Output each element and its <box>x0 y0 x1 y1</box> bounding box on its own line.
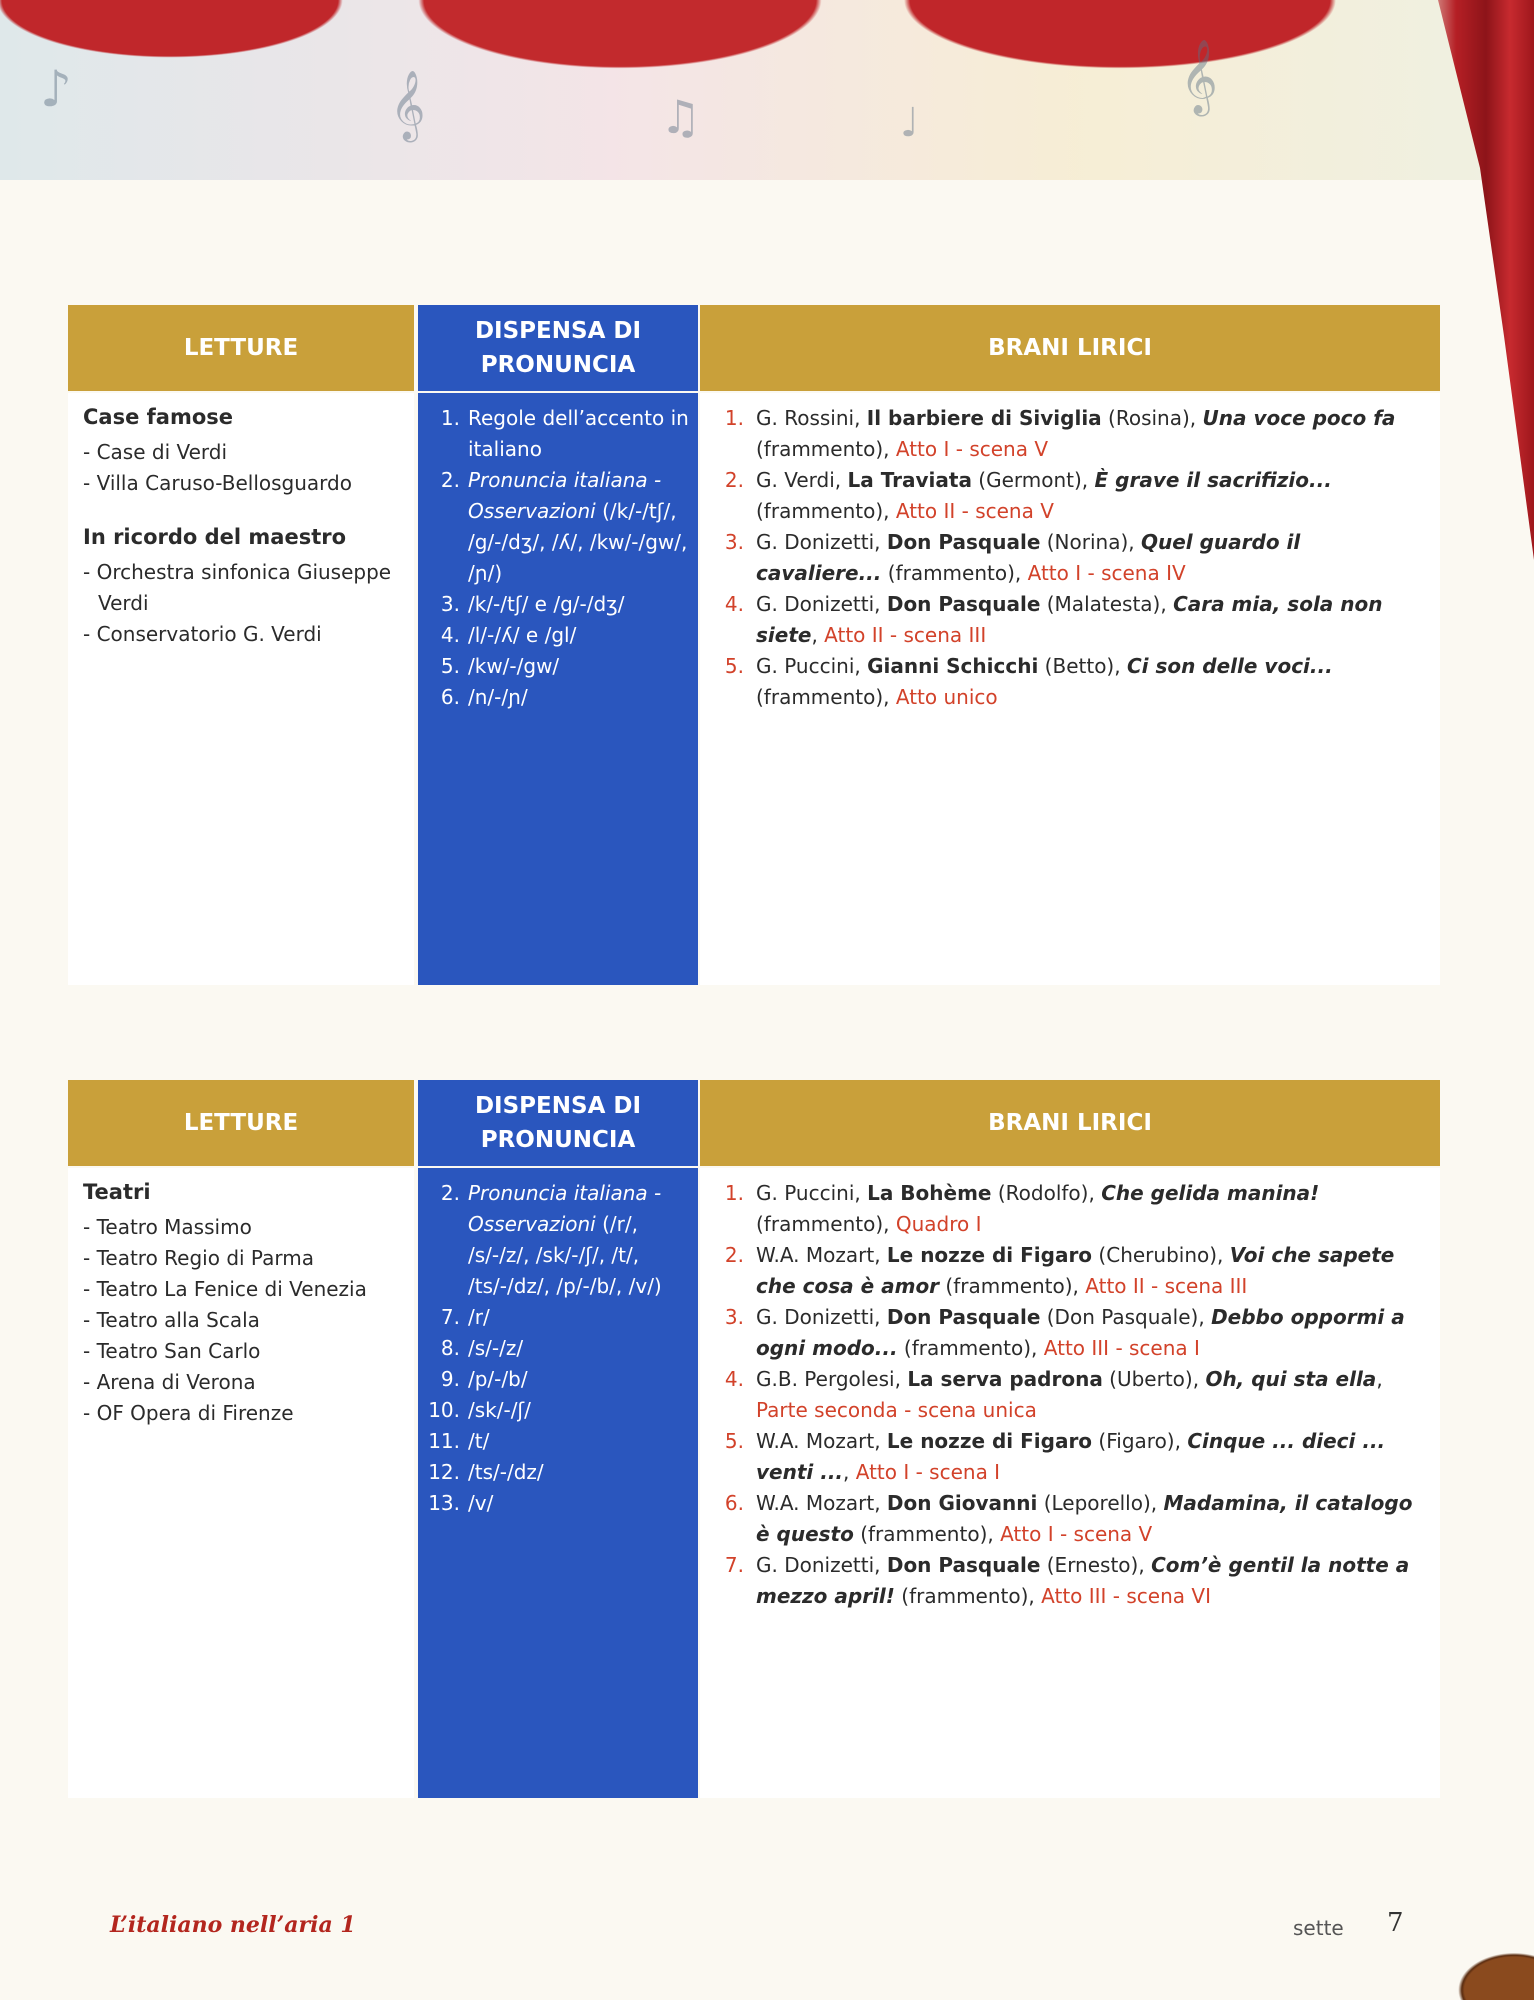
syllabus-table-2 <box>68 1080 1440 1800</box>
opera-title: Don Pasquale <box>886 530 1041 554</box>
aria-title: Madamina, il catalogo è questo <box>756 1491 1413 1546</box>
section-title: Case famose <box>83 405 233 429</box>
role: (Germont), <box>971 468 1095 492</box>
item-phonemes: (/k/-/tʃ/, /g/-/dʒ/, /ʎ/, /kw/-/gw/, /ɲ/) <box>468 499 688 585</box>
header-letture: LETTURE <box>68 305 414 391</box>
item-text: Regole dell’accento in italiano <box>468 406 689 461</box>
letture-column <box>68 393 414 985</box>
fragment-note: , <box>811 623 825 647</box>
item-number: 3. <box>724 1305 744 1329</box>
composer: G. Verdi, <box>756 468 848 492</box>
role: (Ernesto), <box>1040 1553 1152 1577</box>
header-brani: BRANI LIRICI <box>700 1080 1440 1166</box>
item-topic: Pronuncia italiana - Osservazioni <box>468 1181 662 1236</box>
item-text: /k/-/tʃ/ e /g/-/dʒ/ <box>468 592 625 616</box>
opera-title: Don Pasquale <box>886 1553 1041 1577</box>
fragment-note: (frammento), <box>756 1212 896 1236</box>
opera-title: Le nozze di Figaro <box>886 1243 1093 1267</box>
aria-item <box>712 589 1430 651</box>
item-number: 6. <box>724 1491 744 1515</box>
aria-title: Cara mia, sola non siete <box>756 592 1383 647</box>
pronunciation-item <box>418 651 698 682</box>
role: (Don Pasquale), <box>1040 1305 1212 1329</box>
opera-title: La Bohème <box>867 1181 992 1205</box>
reading-list <box>83 437 414 499</box>
act-scene: Atto II - scena V <box>895 499 1054 523</box>
music-note-icon: ♫ <box>660 90 702 144</box>
header-dispensa: DISPENSA DI PRONUNCIA <box>418 305 698 391</box>
reading-item: - Orchestra sinfonica Giuseppe Verdi <box>83 560 392 615</box>
role: (Leporello), <box>1037 1491 1164 1515</box>
fragment-note: (frammento), <box>881 561 1028 585</box>
item-text: /sk/-/ʃ/ <box>468 1398 531 1422</box>
composer: G.B. Pergolesi, <box>756 1367 908 1391</box>
item-text: /r/ <box>468 1305 490 1329</box>
fragment-note: (frammento), <box>897 1336 1044 1360</box>
music-note-icon: ♩ <box>900 100 919 146</box>
item-number: 9. <box>440 1367 460 1391</box>
role: (Betto), <box>1038 654 1127 678</box>
fragment-note: (frammento), <box>756 685 896 709</box>
aria-item <box>712 1302 1430 1364</box>
reading-item: - Teatro San Carlo <box>83 1339 261 1363</box>
item-number: 2. <box>440 1181 460 1205</box>
item-number: 1. <box>724 406 744 430</box>
item-number: 2. <box>724 1243 744 1267</box>
opera-title: Don Pasquale <box>886 592 1041 616</box>
letture-column <box>68 1168 414 1798</box>
aria-text <box>756 1178 1430 1240</box>
item-number: 1. <box>440 406 460 430</box>
reading-item: - Arena di Verona <box>83 1370 256 1394</box>
role: (Cherubino), <box>1092 1243 1230 1267</box>
act-scene: Atto II - scena III <box>1085 1274 1248 1298</box>
aria-text <box>756 1426 1430 1488</box>
item-text: /kw/-/gw/ <box>468 654 560 678</box>
role: (Rosina), <box>1101 406 1203 430</box>
pronunciation-item <box>418 465 698 589</box>
composer: G. Donizetti, <box>756 1305 887 1329</box>
aria-text <box>756 527 1430 589</box>
opera-title: La serva padrona <box>907 1367 1103 1391</box>
opera-title: Don Pasquale <box>886 1305 1041 1329</box>
item-text <box>468 465 698 589</box>
aria-item <box>712 527 1430 589</box>
opera-title: Gianni Schicchi <box>867 654 1039 678</box>
aria-text <box>756 1240 1430 1302</box>
fragment-note: , <box>1376 1367 1383 1391</box>
music-note-icon: ♪ <box>40 60 72 118</box>
section-title: In ricordo del maestro <box>83 525 347 549</box>
act-scene: Atto I - scena I <box>855 1460 1001 1484</box>
page-number: 7 <box>1387 1908 1404 1938</box>
composer: G. Puccini, <box>756 1181 868 1205</box>
act-scene: Atto I - scena V <box>1000 1522 1153 1546</box>
item-number: 2. <box>440 468 460 492</box>
aria-item <box>712 1178 1430 1240</box>
aria-text <box>756 403 1430 465</box>
aria-item <box>712 1364 1430 1426</box>
composer: G. Rossini, <box>756 406 867 430</box>
aria-title: Debbo oppormi a ogni modo... <box>756 1305 1405 1360</box>
item-text: /n/-/ɲ/ <box>468 685 528 709</box>
violin-decoration <box>1424 1910 1534 2000</box>
book-title: L’italiano nell’aria 1 <box>110 1912 356 1938</box>
reading-item: - Teatro Massimo <box>83 1215 252 1239</box>
reading-item: - Teatro Regio di Parma <box>83 1246 314 1270</box>
page-number-word: sette <box>1293 1916 1344 1940</box>
item-text: /l/-/ʎ/ e /gl/ <box>468 623 577 647</box>
dispensa-column <box>418 1168 698 1798</box>
item-number: 10. <box>428 1398 460 1422</box>
act-scene: Atto unico <box>895 685 998 709</box>
act-scene: Parte seconda - scena unica <box>756 1398 1037 1422</box>
item-text: /p/-/b/ <box>468 1367 528 1391</box>
item-number: 6. <box>440 685 460 709</box>
aria-text <box>756 1550 1430 1612</box>
item-number: 5. <box>724 1429 744 1453</box>
act-scene: Atto III - scena VI <box>1041 1584 1211 1608</box>
role: (Uberto), <box>1102 1367 1206 1391</box>
aria-title: È grave il sacrifizio... <box>1094 468 1332 492</box>
item-number: 7. <box>724 1553 744 1577</box>
pronunciation-item <box>418 1426 698 1457</box>
header-letture: LETTURE <box>68 1080 414 1166</box>
treble-clef-icon: 𝄞 <box>390 70 426 140</box>
pronunciation-item <box>418 1333 698 1364</box>
item-number: 4. <box>724 1367 744 1391</box>
reading-item: - Conservatorio G. Verdi <box>83 622 322 646</box>
opera-title: La Traviata <box>847 468 972 492</box>
fragment-note: (frammento), <box>853 1522 1001 1546</box>
pronunciation-item <box>418 1457 698 1488</box>
item-number: 12. <box>428 1460 460 1484</box>
act-scene: Atto II - scena III <box>824 623 987 647</box>
role: (Figaro), <box>1092 1429 1188 1453</box>
pronunciation-item <box>418 1178 698 1302</box>
aria-title: Com’è gentil la notte a mezzo april! <box>756 1553 1410 1608</box>
role: (Malatesta), <box>1040 592 1174 616</box>
fragment-note: (frammento), <box>894 1584 1042 1608</box>
item-number: 5. <box>440 654 460 678</box>
section-title: Teatri <box>83 1180 151 1204</box>
pronunciation-item <box>418 1395 698 1426</box>
aria-title: Quel guardo il cavaliere... <box>756 530 1301 585</box>
fragment-note: (frammento), <box>756 499 896 523</box>
item-number: 5. <box>724 654 744 678</box>
aria-item <box>712 465 1430 527</box>
aria-item <box>712 1240 1430 1302</box>
item-text <box>468 1178 698 1302</box>
item-number: 3. <box>724 530 744 554</box>
item-number: 11. <box>428 1429 460 1453</box>
pronunciation-item <box>418 682 698 713</box>
item-number: 2. <box>724 468 744 492</box>
aria-text <box>756 465 1430 527</box>
role: (Rodolfo), <box>991 1181 1102 1205</box>
pronunciation-item <box>418 1302 698 1333</box>
aria-title: Voi che sapete che cosa è amor <box>756 1243 1395 1298</box>
header-brani: BRANI LIRICI <box>700 305 1440 391</box>
opera-title: Il barbiere di Siviglia <box>866 406 1102 430</box>
item-number: 3. <box>440 592 460 616</box>
opera-title: Le nozze di Figaro <box>886 1429 1093 1453</box>
act-scene: Atto I - scena IV <box>1027 561 1186 585</box>
composer: W.A. Mozart, <box>756 1429 887 1453</box>
item-text: /v/ <box>468 1491 494 1515</box>
brani-column <box>700 1168 1440 1798</box>
pronunciation-item <box>418 589 698 620</box>
item-phonemes: (/r/, /s/-/z/, /sk/-/ʃ/, /t/, /ts/-/dz/, /p/-/b/, /v/) <box>468 1212 662 1298</box>
act-scene: Quadro I <box>895 1212 982 1236</box>
reading-list <box>83 557 414 650</box>
aria-title: Cinque ... dieci ... venti ... <box>756 1429 1386 1484</box>
header-dispensa: DISPENSA DI PRONUNCIA <box>418 1080 698 1166</box>
aria-text <box>756 1302 1430 1364</box>
item-text: /t/ <box>468 1429 490 1453</box>
item-number: 4. <box>724 592 744 616</box>
item-topic: Pronuncia italiana - Osservazioni <box>468 468 662 523</box>
item-number: 1. <box>724 1181 744 1205</box>
reading-item: - Case di Verdi <box>83 440 228 464</box>
aria-title: Ci son delle voci... <box>1126 654 1333 678</box>
aria-title: Oh, qui sta ella <box>1205 1367 1377 1391</box>
treble-clef-icon: 𝄞 <box>1180 40 1218 114</box>
item-number: 13. <box>428 1491 460 1515</box>
aria-text <box>756 589 1430 651</box>
act-scene: Atto I - scena V <box>895 437 1049 461</box>
aria-item <box>712 1426 1430 1488</box>
item-text: /ts/-/dz/ <box>468 1460 544 1484</box>
reading-item: - Teatro alla Scala <box>83 1308 260 1332</box>
reading-list <box>83 1212 414 1429</box>
aria-item <box>712 651 1430 713</box>
item-number: 7. <box>440 1305 460 1329</box>
composer: G. Donizetti, <box>756 530 887 554</box>
item-text: /s/-/z/ <box>468 1336 524 1360</box>
aria-title: Una voce poco fa <box>1202 406 1396 430</box>
aria-item <box>712 1488 1430 1550</box>
aria-text <box>756 1488 1430 1550</box>
pronunciation-item <box>418 1364 698 1395</box>
composer: G. Puccini, <box>756 654 868 678</box>
composer: G. Donizetti, <box>756 1553 887 1577</box>
composer: W.A. Mozart, <box>756 1243 887 1267</box>
role: (Norina), <box>1040 530 1141 554</box>
aria-title: Che gelida manina! <box>1101 1181 1320 1205</box>
pronunciation-item <box>418 403 698 465</box>
curtain-header-decoration <box>0 0 1534 180</box>
item-number: 4. <box>440 623 460 647</box>
item-number: 8. <box>440 1336 460 1360</box>
opera-title: Don Giovanni <box>886 1491 1038 1515</box>
aria-item <box>712 1550 1430 1612</box>
reading-item: - Teatro La Fenice di Venezia <box>83 1277 367 1301</box>
composer: G. Donizetti, <box>756 592 887 616</box>
pronunciation-item <box>418 1488 698 1519</box>
act-scene: Atto III - scena I <box>1043 1336 1200 1360</box>
fragment-note: , <box>843 1460 856 1484</box>
fragment-note: (frammento), <box>939 1274 1086 1298</box>
brani-column <box>700 393 1440 985</box>
composer: W.A. Mozart, <box>756 1491 887 1515</box>
reading-item: - OF Opera di Firenze <box>83 1401 294 1425</box>
dispensa-column <box>418 393 698 985</box>
aria-text <box>756 1364 1430 1426</box>
aria-text <box>756 651 1430 713</box>
fragment-note: (frammento), <box>756 437 896 461</box>
pronunciation-item <box>418 620 698 651</box>
aria-item <box>712 403 1430 465</box>
syllabus-table-1 <box>68 305 1440 985</box>
reading-item: - Villa Caruso-Bellosguardo <box>83 471 352 495</box>
